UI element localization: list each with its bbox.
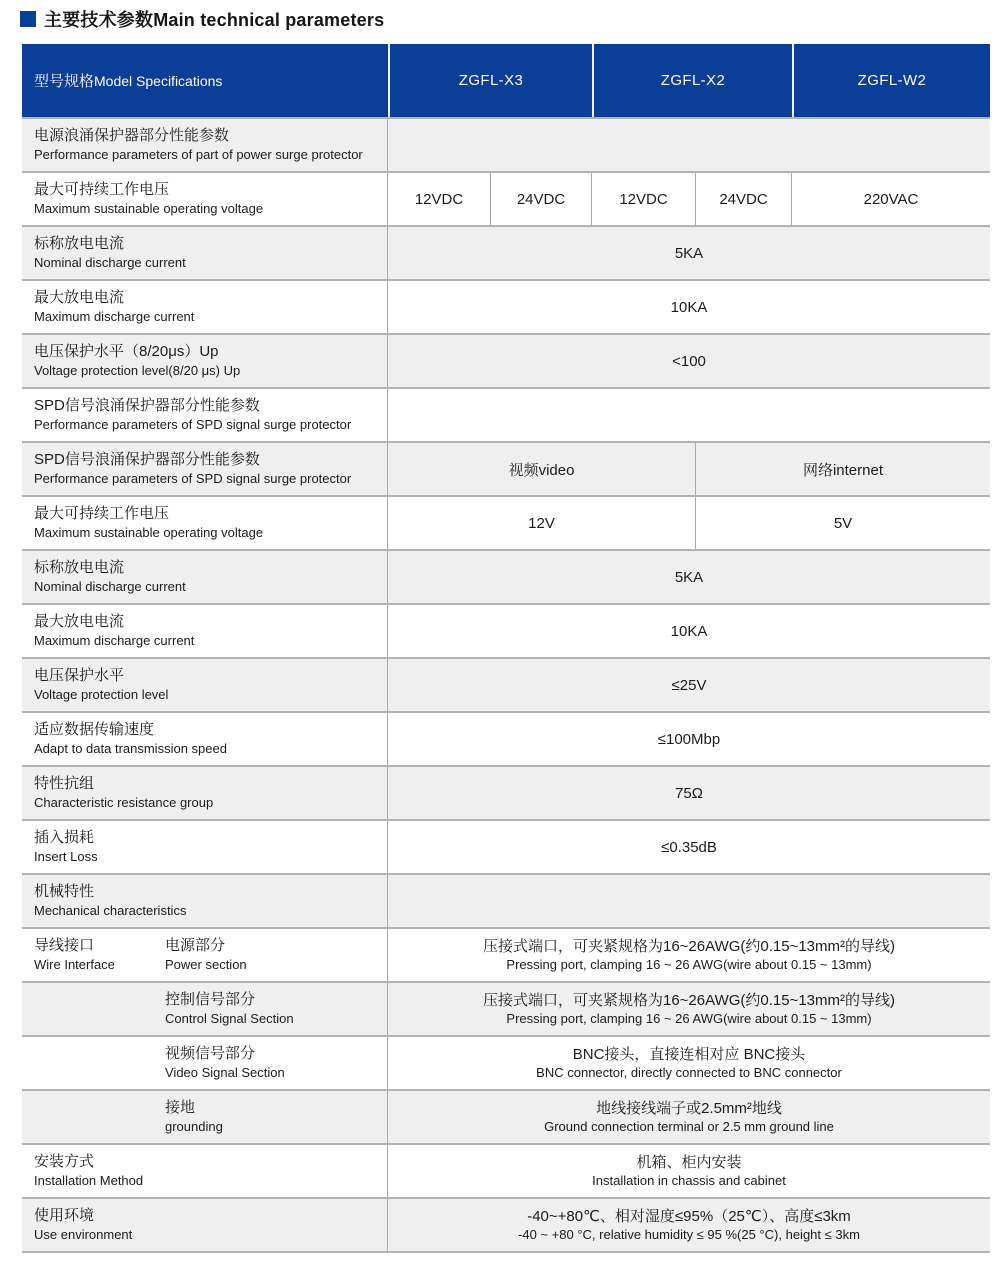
- value-cell: [388, 1091, 990, 1143]
- table-row: [22, 173, 990, 227]
- row-label: [22, 713, 388, 765]
- value-cell-video: 视频video: [388, 443, 696, 495]
- value-en: BNC connector, directly connected to BNC connector: [536, 1065, 842, 1081]
- spec-table: [22, 44, 990, 1253]
- row-label-zh: 最大放电电流: [34, 289, 125, 307]
- row-label-zh: 标称放电电流: [34, 235, 125, 253]
- row-label-zh: 特性抗组: [34, 775, 95, 793]
- row-label: [22, 227, 388, 279]
- row-label-en: Nominal discharge current: [34, 254, 186, 270]
- value-cell: 24VDC: [696, 173, 792, 225]
- row-label-en: Maximum discharge current: [34, 308, 195, 324]
- table-row: [22, 1091, 990, 1145]
- table-row: [22, 929, 990, 983]
- row-label: [22, 443, 388, 495]
- group-label-zh: 导线接口: [34, 937, 95, 955]
- value-cell: [388, 1037, 990, 1089]
- table-row: [22, 551, 990, 605]
- row-label: [22, 119, 388, 171]
- table-header-row: [22, 44, 990, 119]
- row-label-en: Voltage protection level: [34, 686, 169, 702]
- table-row: [22, 119, 990, 173]
- wire-group-spacer: [34, 1043, 165, 1083]
- row-label: [22, 659, 388, 711]
- table-row: [22, 605, 990, 659]
- row-label-en: Use environment: [34, 1226, 133, 1242]
- row-label-zh: 视频信号部分: [165, 1045, 256, 1063]
- row-label-en: Control Signal Section: [165, 1010, 294, 1026]
- table-row: [22, 497, 990, 551]
- row-label-en: Power section: [165, 956, 247, 972]
- value-cell: 10KA: [670, 298, 708, 316]
- value-cell-internet: 网络internet: [802, 461, 884, 479]
- wire-group-spacer: [34, 1097, 165, 1137]
- value-cell: 5V: [833, 514, 853, 532]
- value-zh: 机箱、柜内安装: [636, 1154, 742, 1172]
- row-label-zh: SPD信号浪涌保护器部分性能参数: [34, 397, 260, 415]
- model-header-zgfl-x2: ZGFL-X2: [592, 44, 792, 117]
- blue-square-bullet-icon: [20, 11, 36, 27]
- row-label-en: Nominal discharge current: [34, 578, 186, 594]
- model-specifications-header-cell: [22, 44, 388, 117]
- row-label-zh: 机械特性: [34, 883, 95, 901]
- empty-value-cell: [388, 389, 990, 441]
- value-en: -40 ~ +80 °C, relative humidity ≤ 95 %(25 °C), height ≤ 3km: [518, 1227, 860, 1243]
- row-label-en: Characteristic resistance group: [34, 794, 214, 810]
- row-label: [22, 875, 388, 927]
- table-row: [22, 1145, 990, 1199]
- row-label: [22, 335, 388, 387]
- table-row: [22, 389, 990, 443]
- row-label-zh: 最大可持续工作电压: [34, 181, 170, 199]
- value-cell: 12VDC: [592, 173, 696, 225]
- group-label-en: Wire Interface: [34, 956, 115, 972]
- row-label-zh: 安装方式: [34, 1153, 95, 1171]
- model-spec-label-en: Model Specifications: [94, 72, 223, 89]
- value-en: Pressing port, clamping 16 ~ 26 AWG(wire about 0.15 ~ 13mm): [506, 957, 872, 973]
- table-row: [22, 335, 990, 389]
- row-label-zh: 使用环境: [34, 1207, 95, 1225]
- value-cell: 12VDC: [388, 173, 491, 225]
- row-label-en: Video Signal Section: [165, 1064, 285, 1080]
- row-label-zh: 最大放电电流: [34, 613, 125, 631]
- row-label-en: Maximum sustainable operating voltage: [34, 200, 264, 216]
- row-label-en: Insert Loss: [34, 848, 98, 864]
- value-zh: 压接式端口，可夹紧规格为16~26AWG(约0.15~13mm²的导线): [482, 992, 896, 1010]
- row-label: [22, 605, 388, 657]
- table-row: [22, 821, 990, 875]
- value-cell: 10KA: [670, 622, 708, 640]
- table-row: [22, 227, 990, 281]
- row-label: [22, 281, 388, 333]
- value-cell: [388, 983, 990, 1035]
- page-title: [44, 6, 384, 32]
- value-cell: [388, 929, 990, 981]
- row-label: [22, 767, 388, 819]
- row-label-zh: 接地: [165, 1099, 196, 1117]
- row-label-en: Adapt to data transmission speed: [34, 740, 227, 756]
- row-label: [22, 497, 388, 549]
- row-label-zh: 电压保护水平: [34, 667, 125, 685]
- table-row: [22, 1199, 990, 1253]
- value-en: Installation in chassis and cabinet: [592, 1173, 786, 1189]
- row-label: [22, 983, 388, 1035]
- row-label: [22, 1091, 388, 1143]
- table-row: [22, 281, 990, 335]
- value-cell: ≤100Mbp: [657, 730, 721, 748]
- value-cell: 5KA: [674, 568, 704, 586]
- wire-sub-label: [165, 1043, 379, 1083]
- value-cell: ≤25V: [671, 676, 707, 694]
- row-label-en: Performance parameters of part of power surge protector: [34, 146, 363, 162]
- row-label-en: Performance parameters of SPD signal surge protector: [34, 470, 352, 486]
- row-label: [22, 551, 388, 603]
- page-title-en: Main technical parameters: [153, 10, 385, 30]
- value-cell: [388, 1199, 990, 1251]
- wire-sub-label: [165, 1097, 379, 1137]
- row-label-zh: 电源部分: [165, 937, 226, 955]
- row-label: [22, 929, 388, 981]
- wire-sub-label: [165, 989, 379, 1029]
- table-row: [22, 983, 990, 1037]
- value-cell: <100: [672, 352, 706, 370]
- row-label: [22, 1199, 388, 1251]
- value-cell: 220VAC: [863, 190, 919, 208]
- row-label-en: Performance parameters of SPD signal surge protector: [34, 416, 352, 432]
- wire-group-spacer: [34, 989, 165, 1029]
- value-zh: 压接式端口，可夹紧规格为16~26AWG(约0.15~13mm²的导线): [482, 938, 896, 956]
- empty-value-cell: [388, 875, 990, 927]
- table-row: [22, 713, 990, 767]
- row-label-zh: 适应数据传输速度: [34, 721, 155, 739]
- row-label: [22, 1037, 388, 1089]
- row-label-zh: 标称放电电流: [34, 559, 125, 577]
- row-label-en: Voltage protection level(8/20 μs) Up: [34, 362, 241, 378]
- value-cell: 5KA: [674, 244, 704, 262]
- row-label-en: grounding: [165, 1118, 223, 1134]
- wire-interface-group-label: [34, 935, 165, 975]
- row-label-en: Installation Method: [34, 1172, 144, 1188]
- row-label-zh: 电压保护水平（8/20μs）Up: [34, 343, 219, 361]
- row-label-zh: 插入损耗: [34, 829, 95, 847]
- table-row: [22, 767, 990, 821]
- row-label-en: Maximum sustainable operating voltage: [34, 524, 264, 540]
- table-row: [22, 1037, 990, 1091]
- row-label-zh: SPD信号浪涌保护器部分性能参数: [34, 451, 260, 469]
- empty-value-cell: [388, 119, 990, 171]
- row-label-zh: 控制信号部分: [165, 991, 256, 1009]
- value-zh: -40~+80℃、相对湿度≤95%（25℃）、高度≤3km: [527, 1208, 851, 1226]
- value-zh: 地线接线端子或2.5mm²地线: [596, 1100, 782, 1118]
- table-row: [22, 443, 990, 497]
- value-en: Ground connection terminal or 2.5 mm ground line: [544, 1119, 834, 1135]
- row-label: [22, 389, 388, 441]
- value-cell: [388, 1145, 990, 1197]
- value-zh: BNC接头，直接连相对应 BNC接头: [572, 1046, 806, 1064]
- row-label-zh: 最大可持续工作电压: [34, 505, 170, 523]
- value-cell: 12V: [388, 497, 696, 549]
- row-label-en: Maximum discharge current: [34, 632, 195, 648]
- value-cell: 24VDC: [491, 173, 592, 225]
- model-header-zgfl-w2: ZGFL-W2: [792, 44, 990, 117]
- value-cell: 75Ω: [675, 784, 703, 802]
- row-label-en: Mechanical characteristics: [34, 902, 187, 918]
- row-label: [22, 821, 388, 873]
- wire-sub-label: [165, 935, 379, 975]
- section-title-bar: [20, 6, 1000, 32]
- value-en: Pressing port, clamping 16 ~ 26 AWG(wire about 0.15 ~ 13mm): [506, 1011, 872, 1027]
- value-cell: ≤0.35dB: [661, 838, 717, 856]
- row-label: [22, 173, 388, 225]
- page-title-zh: 主要技术参数: [44, 10, 154, 30]
- table-row: [22, 875, 990, 929]
- row-label-zh: 电源浪涌保护器部分性能参数: [34, 127, 230, 145]
- table-row: [22, 659, 990, 713]
- model-header-zgfl-x3: ZGFL-X3: [388, 44, 592, 117]
- model-spec-label-zh: 型号规格: [34, 73, 95, 90]
- row-label: [22, 1145, 388, 1197]
